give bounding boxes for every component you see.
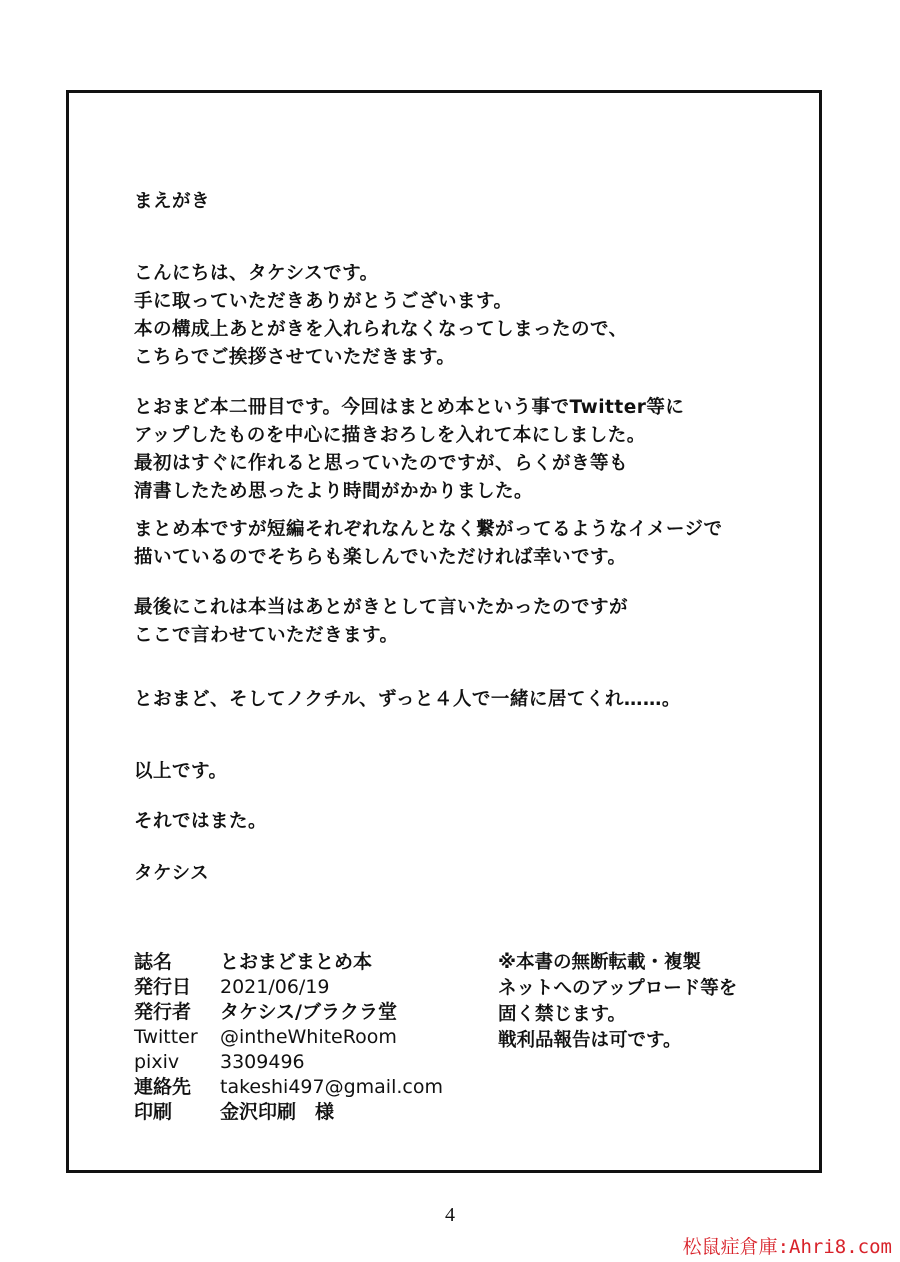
colophon (134, 950, 494, 1125)
notice-line: ネットへのアップロード等を (498, 978, 738, 999)
colophon-key: Twitter (134, 1026, 198, 1048)
watermark: 松鼠症倉庫:Ahri8.com (682, 1236, 892, 1258)
colophon-value: とおまどまとめ本 (220, 951, 373, 973)
colophon-value: タケシス/ブラクラ堂 (220, 1001, 397, 1023)
paragraph-wish (134, 686, 681, 714)
paragraph-end (134, 758, 228, 786)
colophon-value: @intheWhiteRoom (220, 1026, 397, 1048)
text-line: とおまど本二冊目です。今回はまとめ本という事でTwitter等に (134, 397, 685, 418)
text-line: 最後にこれは本当はあとがきとして言いたかったのですが (134, 597, 629, 618)
colophon-key: 発行者 (134, 1001, 192, 1023)
colophon-key: 誌名 (134, 951, 173, 973)
colophon-row-title (134, 950, 494, 975)
colophon-row-contact (134, 1075, 494, 1100)
text-line: 手に取っていただきありがとうございます。 (134, 291, 513, 312)
notice-line: 固く禁じます。 (498, 1004, 627, 1025)
paragraph-last-words (134, 594, 628, 650)
text-line: まとめ本ですが短編それぞれなんとなく繋がってるようなイメージで (134, 519, 723, 540)
colophon-value: takeshi497@gmail.com (220, 1076, 443, 1098)
notice-line: 戦利品報告は可です。 (498, 1030, 682, 1051)
colophon-key: pixiv (134, 1051, 180, 1073)
colophon-row-publisher (134, 1000, 494, 1025)
colophon-key: 連絡先 (134, 1076, 192, 1098)
paragraph-reason (134, 316, 628, 372)
colophon-value: 金沢印刷 様 (220, 1101, 335, 1123)
paragraph-image (134, 516, 722, 572)
colophon-row-date (134, 975, 494, 1000)
colophon-row-printer (134, 1100, 494, 1125)
text-line: 描いているのでそちらも楽しんでいただければ幸いです。 (134, 547, 627, 568)
colophon-row-pixiv (134, 1050, 494, 1075)
text-line: こちらでご挨拶させていただきます。 (134, 347, 456, 368)
notice-line: ※本書の無断転載・複製 (498, 952, 701, 973)
colophon-value: 2021/06/19 (220, 976, 330, 998)
text-line: アップしたものを中心に描きおろしを入れて本にしました。 (134, 425, 646, 446)
author-signature (134, 860, 209, 888)
text-line: 本の構成上あとがきを入れられなくなってしまったので、 (134, 319, 628, 340)
text-line: 清書したため思ったより時間がかかりました。 (134, 481, 534, 502)
text-line: こんにちは、タケシスです。 (134, 263, 379, 284)
colophon-value: 3309496 (220, 1051, 305, 1073)
paragraph-greeting (134, 260, 513, 316)
colophon-row-twitter (134, 1025, 494, 1050)
copyright-notice (498, 950, 798, 1054)
colophon-key: 印刷 (134, 1101, 173, 1123)
paragraph-about-book (134, 394, 684, 506)
text-line: 最初はすぐに作れると思っていたのですが、らくがき等も (134, 453, 629, 474)
text-line: ここで言わせていただきます。 (134, 625, 399, 646)
text-line: タケシス (134, 863, 210, 884)
afterword-heading: まえがき (134, 191, 211, 212)
paragraph-farewell (134, 808, 267, 836)
text-line: それではまた。 (134, 811, 268, 832)
page-number: 4 (445, 1204, 455, 1226)
text-line: とおまど、そしてノクチル、ずっと４人で一緒に居てくれ……。 (134, 689, 681, 710)
text-line: 以上です。 (134, 761, 228, 782)
colophon-key: 発行日 (134, 976, 192, 998)
